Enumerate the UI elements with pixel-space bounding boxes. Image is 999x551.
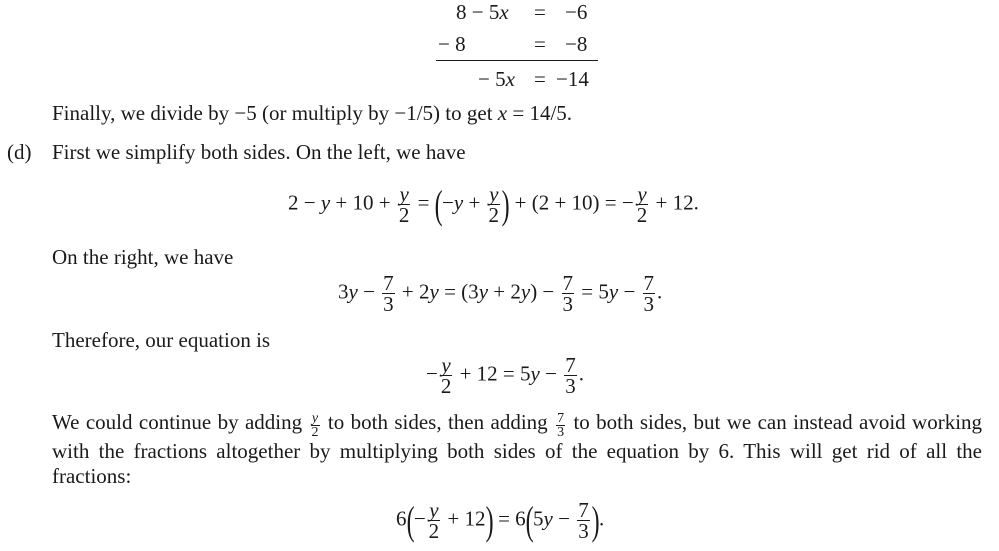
step-row-1 (456, 0, 509, 25)
row3-eq: = (534, 67, 546, 91)
part-d-label: (d) (7, 140, 32, 164)
right-intro: On the right, we have (52, 245, 234, 269)
row2-eq: = (534, 32, 546, 56)
row2-lhs: − 8 (438, 32, 466, 56)
right-equation: 3y − $\frac{7}{3}$ + 2y = (3y + 2y) − $\frac{7}{3}$ = 5y − $\frac{7}{3}$ . (338, 271, 663, 316)
row2-rhs: −8 (565, 32, 588, 56)
final-equation: 6(− $\frac{y}{2}$ + 12) = 6(5y − $\frac{7}{3}$ ). (396, 497, 605, 543)
left-equation: 2 − y + 10 + $\frac{y}{2}$ = (−y + $\frac{y}{2}$ ) + (2 + 10) = − $\frac{y}{2}$ + 12. (288, 181, 699, 227)
row1-eq: = (534, 0, 546, 24)
explanation-paragraph: We could continue by adding $\frac{y}{2}$ to both sides, then adding $\frac{7}{3}$ to both sides, but we can instead avoid working with the fractions altogether by multiplying both sides of the equation by 6. This will get rid of all the fractions: (52, 410, 983, 488)
finally-text: Finally, we divide by −5 (or multiply by −1/5) to get x = 14/5. (52, 101, 573, 125)
therefore-text: Therefore, our equation is (52, 328, 271, 352)
part-d-intro: First we simplify both sides. On the left, we have (52, 140, 466, 164)
main-equation: − $\frac{y}{2}$ + 12 = 5y − $\frac{7}{3}$ . (426, 353, 584, 398)
subtraction-rule (436, 60, 598, 61)
row3-rhs: −14 (556, 67, 589, 91)
row1-lhs: 8 − 5x (456, 0, 509, 24)
frac-y-over-2: $\frac{y}{2}$ (398, 182, 410, 227)
row1-rhs: −6 (565, 0, 588, 24)
row3-lhs: − 5x (478, 67, 515, 91)
